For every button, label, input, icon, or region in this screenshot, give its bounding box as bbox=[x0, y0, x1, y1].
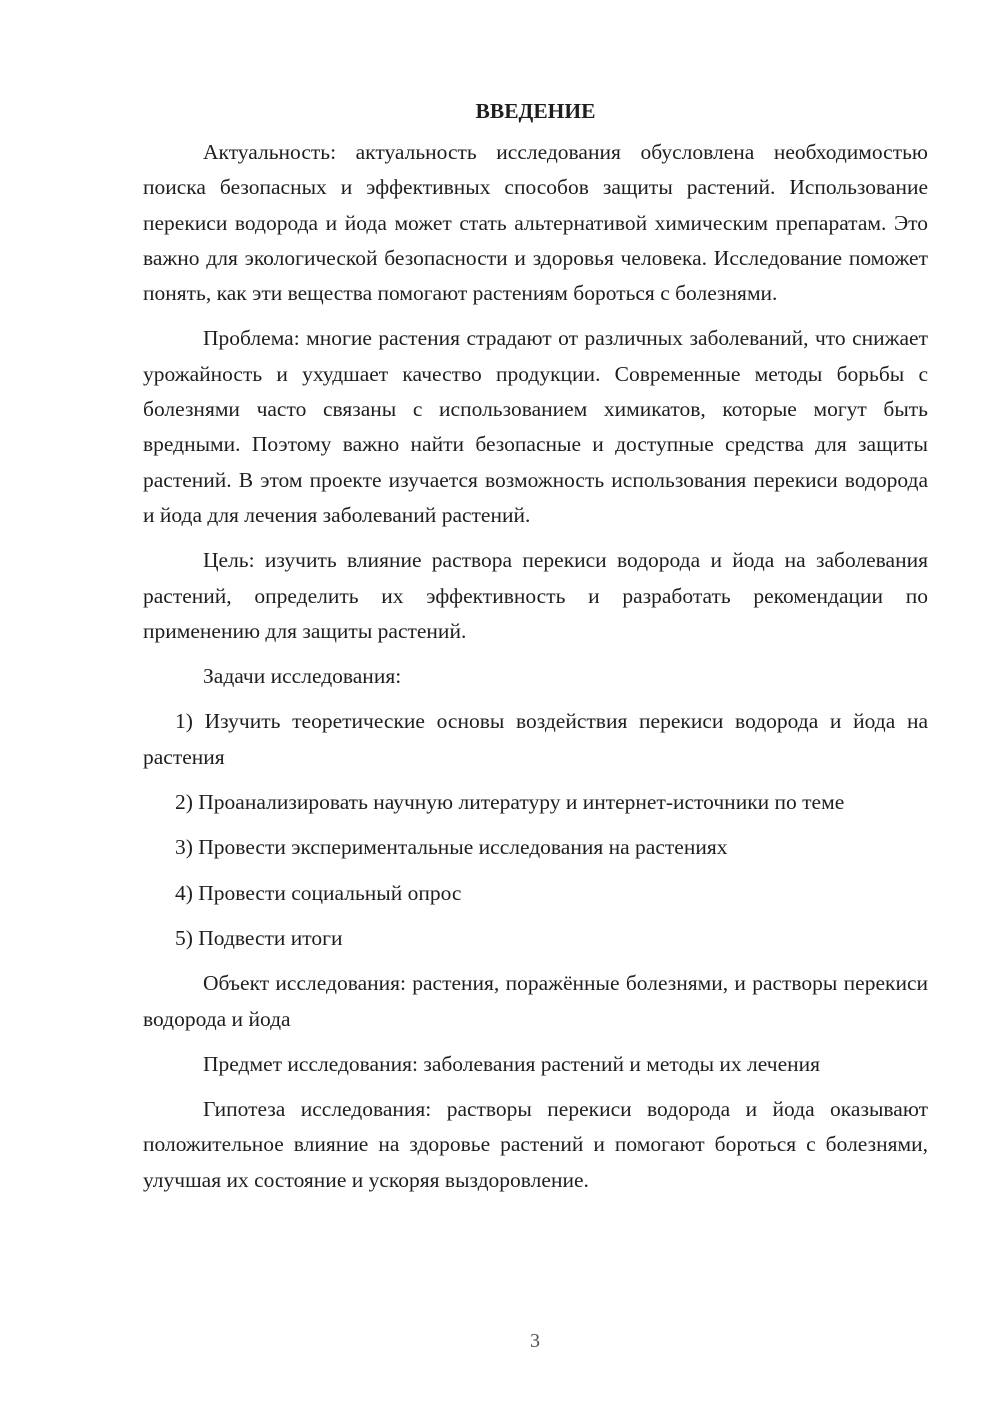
paragraph-relevance: Актуальность: актуальность исследования обусловлена необходимостью поиска безопасных и эффективных способов защиты растений. Использование перекиси водорода и йода может стать альтернативой химическим препаратам. Это важно для экологической безопасности и здоровья человека. Исследование поможет понять, как эти вещества помогают растениям бороться с болезнями. bbox=[143, 140, 928, 306]
task-item-5: 5) Подвести итоги bbox=[175, 925, 343, 950]
task-item-4: 4) Провести социальный опрос bbox=[175, 880, 462, 905]
task-item-1: 1) Изучить теоретические основы воздействия перекиси водорода и йода на растения bbox=[143, 709, 928, 769]
paragraph-object: Объект исследования: растения, поражённые болезнями, и растворы перекиси водорода и йода bbox=[143, 971, 928, 1031]
paragraph-subject: Предмет исследования: заболевания растений и методы их лечения bbox=[203, 1051, 821, 1076]
page-number: 3 bbox=[530, 1330, 540, 1352]
section-title: ВВЕДЕНИЕ bbox=[475, 99, 596, 123]
task-item-3: 3) Провести экспериментальные исследования на растениях bbox=[175, 835, 728, 860]
paragraph-problem: Проблема: многие растения страдают от различных заболеваний, что снижает урожайность и ухудшает качество продукции. Современные методы борьбы с болезнями часто связаны с использованием химикатов, которые могут быть вредными. Поэтому важно найти безопасные и доступные средства для защиты растений. В этом проекте изучается возможность использования перекиси водорода и йода для лечения заболеваний растений. bbox=[143, 326, 928, 527]
paragraph-goal: Цель: изучить влияние раствора перекиси водорода и йода на заболевания растений, определить их эффективность и разработать рекомендации по применению для защиты растений. bbox=[143, 548, 928, 643]
task-item-2: 2) Проанализировать научную литературу и интернет-источники по теме bbox=[175, 790, 845, 815]
paragraph-hypothesis: Гипотеза исследования: растворы перекиси водорода и йода оказывают положительное влияние на здоровье растений и помогают бороться с болезнями, улучшая их состояние и ускоряя выздоровление. bbox=[143, 1097, 928, 1192]
tasks-heading: Задачи исследования: bbox=[203, 664, 402, 689]
document-page bbox=[143, 94, 928, 1208]
